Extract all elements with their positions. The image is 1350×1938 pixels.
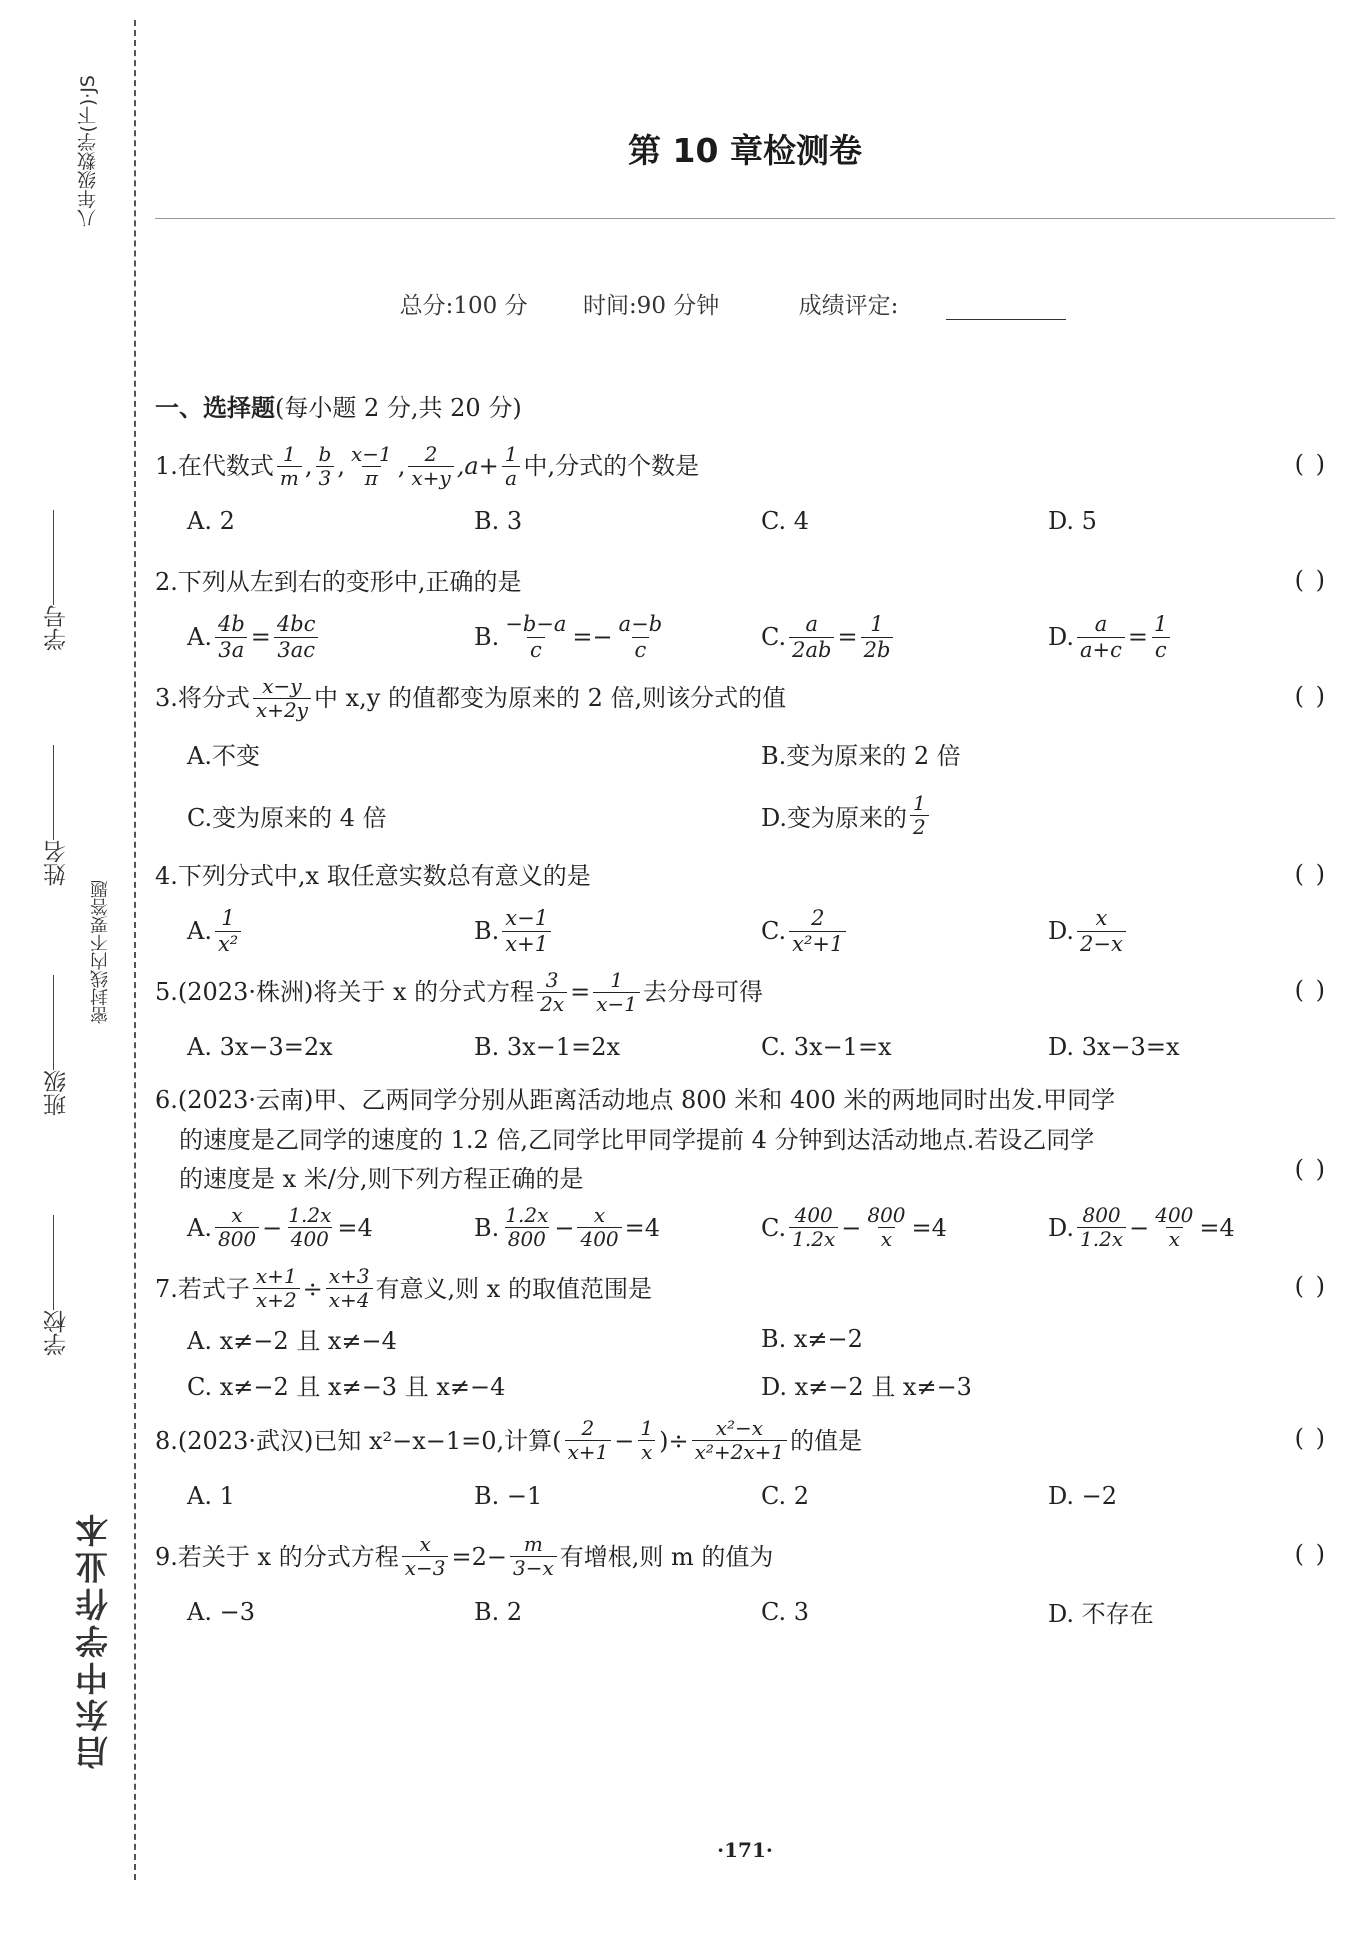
option-b: B. 3 xyxy=(474,507,523,535)
option-a: A. $\frac{4b}{3a}$ = $\frac{4bc}{3ac}$ xyxy=(187,612,474,661)
fraction: $\frac{2}{x+1}$ xyxy=(565,1417,612,1464)
option-a: A. x≠−2 且 x≠−4 xyxy=(187,1327,397,1356)
fraction: $\frac{b}{3}$ xyxy=(316,443,335,490)
answer-bracket[interactable]: ( ) xyxy=(1294,681,1327,710)
student-id-field: 学号 xyxy=(40,510,73,651)
answer-bracket[interactable]: ( ) xyxy=(1294,1540,1327,1569)
answer-bracket[interactable]: ( ) xyxy=(1294,1272,1327,1301)
options-6 xyxy=(187,1200,1335,1256)
options-8 xyxy=(187,1468,1335,1524)
options-4 xyxy=(187,903,1335,959)
exam-time: 时间:90 分钟 xyxy=(582,293,720,319)
question-2: 2.下列从左到右的变形中,正确的是 ( ) xyxy=(155,555,1335,609)
answer-bracket[interactable]: ( ) xyxy=(1294,1424,1327,1453)
options-3-row1 xyxy=(187,725,1335,781)
answer-bracket[interactable]: ( ) xyxy=(1294,859,1327,888)
options-9 xyxy=(187,1584,1335,1640)
option-c: C. $\frac{400}{1.2x}$ − $\frac{800}{x}$ =4 xyxy=(761,1203,947,1252)
series-label: 八年级数学(下)·JS xyxy=(77,75,99,228)
option-a: A. 1 xyxy=(187,1481,235,1510)
option-d: D. $\frac{800}{1.2x}$ − $\frac{400}{x}$ =4 xyxy=(1048,1203,1235,1252)
option-a: A. 3x−3=2x xyxy=(187,1033,333,1061)
question-4: 4.下列分式中,x 取任意实数总有意义的是 ( ) xyxy=(155,849,1335,903)
option-d: D.变为原来的 $\frac{1}{2}$ xyxy=(761,792,1335,839)
option-d: D. x≠−2 且 x≠−3 xyxy=(761,1373,972,1402)
school-field: 学校 xyxy=(40,1215,73,1356)
option-d: D. 3x−3=x xyxy=(1048,1033,1180,1061)
question-6: 6.(2023·云南)甲、乙两同学分别从距离活动地点 800 米和 400 米的两地同时出发.甲同学 的速度是乙同学的速度的 1.2 倍,乙同学比甲同学提前 4 分钟到达活动地点.若设乙同学 的速度是 x 米/分,则下列方程正确的是 ( ) xyxy=(155,1086,1327,1194)
fraction: $\frac{1}{a}$ xyxy=(502,443,521,490)
option-b: B. 3x−1=2x xyxy=(474,1033,620,1061)
fraction: $\frac{3}{2x}$ xyxy=(537,969,567,1016)
score-line xyxy=(155,287,1335,320)
option-a: A. $\frac{1}{\text{x²}}$ xyxy=(187,906,474,955)
option-b: B. x≠−2 xyxy=(761,1324,863,1353)
option-d: D. 不存在 xyxy=(1048,1600,1154,1629)
options-7-row1 xyxy=(187,1316,1335,1362)
option-c: C. $\frac{2}{\text{x²+1}}$ xyxy=(761,906,1048,955)
fraction: $\frac{1}{x-1}$ xyxy=(593,969,640,1016)
option-d: D. $\frac{x}{2-x}$ xyxy=(1048,906,1335,955)
options-1 xyxy=(187,493,1335,549)
fraction: $\frac{x+1}{x+2}$ xyxy=(253,1265,300,1312)
fraction: $\frac{x+3}{x+4}$ xyxy=(326,1265,373,1312)
option-b: B. $\frac{-b-a}{c}$ =− $\frac{a-b}{c}$ xyxy=(474,612,663,662)
question-3: 3.将分式 $\frac{x-y}{x+2y}$ 中 x,y 的值都变为原来的 2 倍,则该分式的值 ( ) xyxy=(155,673,1327,722)
option-d: D. 5 xyxy=(1048,507,1097,535)
option-b: B. $\frac{x-1}{x+1}$ xyxy=(474,906,761,955)
fraction: $\frac{2}{x+y}$ xyxy=(408,443,453,490)
option-c: C. 2 xyxy=(761,1481,810,1510)
question-1: 1.在代数式 $\frac{1}{m}$ , $\frac{b}{3}$ , $\frac{x-1}{\pi}$ , $\frac{2}{x+y}$ ,a+ $\frac{1}{a}$ 中,分式的个数是 ( ) xyxy=(155,441,1327,490)
option-b: B.变为原来的 2 倍 xyxy=(761,741,961,770)
exam-page xyxy=(155,0,1335,1938)
name-field: 姓名 xyxy=(40,745,73,886)
class-field: 班级 xyxy=(40,975,73,1116)
options-7-row2 xyxy=(187,1362,1335,1408)
options-5 xyxy=(187,1019,1335,1075)
question-9: 9.若关于 x 的分式方程 $\frac{x}{x-3}$ =2− $\frac{m}{3-x}$ 有增根,则 m 的值为 ( ) xyxy=(155,1532,1327,1581)
fraction: $\frac{m}{3-x}$ xyxy=(510,1533,557,1580)
answer-bracket[interactable]: ( ) xyxy=(1294,975,1327,1004)
binding-margin xyxy=(0,0,140,1938)
fraction: $\frac{1}{m}$ xyxy=(277,443,302,490)
title-divider xyxy=(155,218,1335,219)
answer-bracket[interactable]: ( ) xyxy=(1294,1155,1327,1184)
answer-bracket[interactable]: ( ) xyxy=(1294,565,1327,594)
option-c: C.变为原来的 4 倍 xyxy=(187,803,387,832)
fraction: $\frac{x-y}{x+2y}$ xyxy=(253,675,311,722)
option-a: A. −3 xyxy=(187,1597,255,1626)
option-b: B. $\frac{1.2x}{800}$ − $\frac{x}{400}$ =4 xyxy=(474,1203,661,1252)
fraction: $\frac{x-1}{\pi}$ xyxy=(350,441,392,490)
option-b: B. 2 xyxy=(474,1597,523,1626)
grade-field: 成绩评定: xyxy=(775,293,1091,319)
option-c: C. $\frac{a}{2ab}$ = $\frac{1}{2b}$ xyxy=(761,612,1048,661)
option-d: D. −2 xyxy=(1048,1481,1118,1510)
option-a: A. 2 xyxy=(187,507,235,535)
option-a: A.不变 xyxy=(187,741,260,770)
question-8: 8.(2023·武汉)已知 x²−x−1=0,计算( $\frac{2}{x+1}$ − $\frac{1}{x}$ )÷ $\frac{\text{x²−x}}{\text{x²+2x+1}}$ 的值是 ( ) xyxy=(155,1416,1327,1465)
option-c: C. 3 xyxy=(761,1597,810,1626)
seal-notice: 密封线内不要答题 xyxy=(90,880,111,1024)
section-heading: 一、选择题(每小题 2 分,共 20 分) xyxy=(155,394,522,422)
fraction: $\frac{x}{x-3}$ xyxy=(402,1533,449,1580)
option-c: C. x≠−2 且 x≠−3 且 x≠−4 xyxy=(187,1373,506,1402)
option-c: C. 3x−1=x xyxy=(761,1033,892,1061)
options-2 xyxy=(187,609,1335,665)
page-title: 第 10 章检测卷 xyxy=(628,131,862,170)
options-3-row2 xyxy=(187,787,1335,843)
page-number: ·171· xyxy=(717,1838,773,1862)
school-name: 启东中学作业本 xyxy=(74,1510,113,1769)
seal-dashed-line xyxy=(134,20,136,1880)
question-7: 7.若式子 $\frac{x+1}{x+2}$ ÷ $\frac{x+3}{x+4}$ 有意义,则 x 的取值范围是 ( ) xyxy=(155,1264,1327,1313)
option-a: A. $\frac{x}{800}$ − $\frac{1.2x}{400}$ =4 xyxy=(187,1203,373,1252)
option-b: B. −1 xyxy=(474,1481,543,1510)
fraction: $\frac{1}{x}$ xyxy=(637,1417,656,1464)
option-c: C. 4 xyxy=(761,507,810,535)
option-d: D. $\frac{a}{a+c}$ = $\frac{1}{c}$ xyxy=(1048,612,1335,661)
fraction: $\frac{\text{x²−x}}{\text{x²+2x+1}}$ xyxy=(692,1417,788,1464)
grade-blank[interactable] xyxy=(946,297,1066,320)
answer-bracket[interactable]: ( ) xyxy=(1294,449,1327,478)
total-score: 总分:100 分 xyxy=(399,293,528,319)
question-5: 5.(2023·株洲)将关于 x 的分式方程 $\frac{3}{2x}$ = $\frac{1}{x-1}$ 去分母可得 ( ) xyxy=(155,967,1327,1016)
questions xyxy=(155,388,1335,1646)
